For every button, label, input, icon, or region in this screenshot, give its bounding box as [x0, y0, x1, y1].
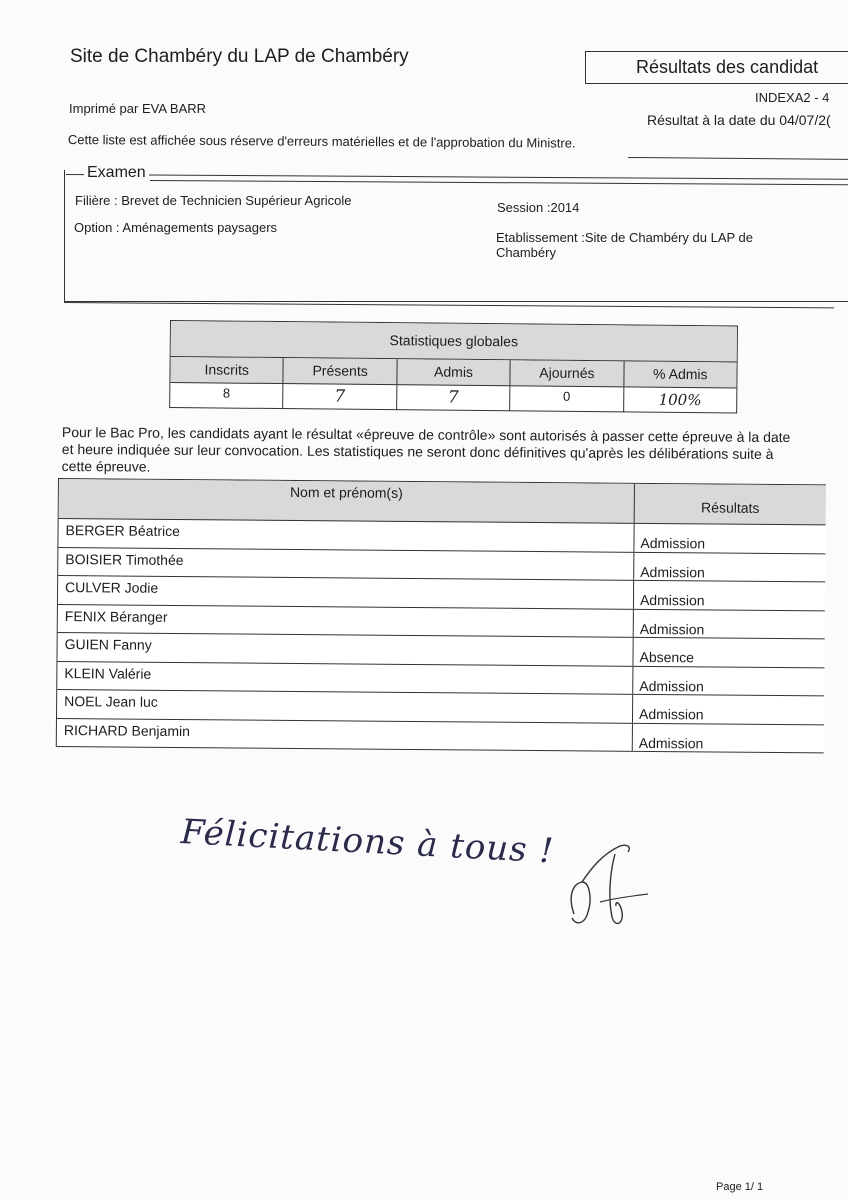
stats-table [169, 320, 738, 413]
handwritten-note: Félicitations à tous ! [179, 812, 556, 872]
stats-values-row [170, 383, 736, 413]
index-code: INDEXA2 - 4 [755, 90, 830, 105]
site-title: Site de Chambéry du LAP de Chambéry [70, 46, 409, 67]
printed-by: Imprimé par EVA BARR [69, 101, 207, 116]
stats-col-presents: Présents [284, 358, 398, 384]
candidate-result: Admission [640, 563, 705, 580]
exam-filiere: Filière : Brevet de Technicien Supérieur Agricole [75, 193, 352, 208]
candidate-name: RICHARD Benjamin [57, 718, 633, 750]
exam-legend: Examen [84, 164, 149, 182]
bac-pro-note: Pour le Bac Pro, les candidats ayant le résultat «épreuve de contrôle» sont autorisés à passer cette épreuve à la date et heure indiquée sur leur convocation. Les statistiques ne seront donc définitives qu'après les délibérations suite à cette épreuve. [61, 424, 791, 475]
candidate-name: CULVER Jodie [58, 576, 634, 608]
signature-icon [560, 842, 660, 932]
stats-val-ajournes: 0 [510, 386, 624, 412]
header-result: Résultats [701, 499, 760, 516]
stats-val-inscrits: 8 [170, 383, 284, 409]
candidate-name: FENIX Béranger [58, 605, 634, 637]
candidate-name: NOEL Jean luc [57, 690, 633, 722]
result-date: Résultat à la date du 04/07/2( [647, 112, 831, 128]
stats-val-admis: 7 [397, 385, 511, 411]
candidate-result: Admission [640, 534, 706, 552]
stats-val-pct-admis: 100% [658, 390, 702, 410]
exam-option: Option : Aménagements paysagers [74, 220, 278, 235]
candidate-result: Admission [638, 734, 704, 751]
exam-bottom-line [64, 302, 834, 308]
exam-etablissement-1: Etablissement :Site de Chambéry du LAP de [496, 230, 754, 245]
stats-title: Statistiques globales [171, 321, 737, 362]
page-number: Page 1/ 1 [716, 1181, 764, 1193]
header-name: Nom et prénom(s) [59, 479, 635, 523]
divider-line [628, 157, 848, 160]
candidate-name: BOISIER Timothée [58, 548, 634, 580]
candidate-name: KLEIN Valérie [57, 662, 633, 694]
candidate-result: Absence [639, 648, 695, 666]
candidate-name: BERGER Béatrice [58, 519, 634, 551]
results-title: Résultats des candidat [636, 57, 819, 77]
exam-etablissement-2: Chambéry [496, 245, 556, 260]
candidates-header-row [59, 479, 826, 525]
disclaimer: Cette liste est affichée sous réserve d'erreurs matérielles et de l'approbation du Ministre. [67, 132, 576, 151]
candidate-result: Admission [639, 620, 705, 637]
candidate-result: Admission [638, 705, 704, 723]
table-row [57, 718, 824, 753]
exam-session: Session :2014 [497, 200, 580, 215]
stats-val-presents: 7 [284, 384, 398, 410]
candidate-name: GUIEN Fanny [57, 633, 633, 665]
candidate-result: Admission [639, 591, 705, 609]
stats-col-inscrits: Inscrits [170, 357, 284, 383]
results-title-box [585, 51, 848, 84]
stats-col-admis: Admis [397, 359, 511, 385]
stats-col-ajournes: Ajournés [511, 360, 625, 386]
candidates-table [56, 478, 826, 753]
candidate-result: Admission [639, 677, 704, 694]
stats-col-pct-admis: % Admis [653, 365, 708, 383]
